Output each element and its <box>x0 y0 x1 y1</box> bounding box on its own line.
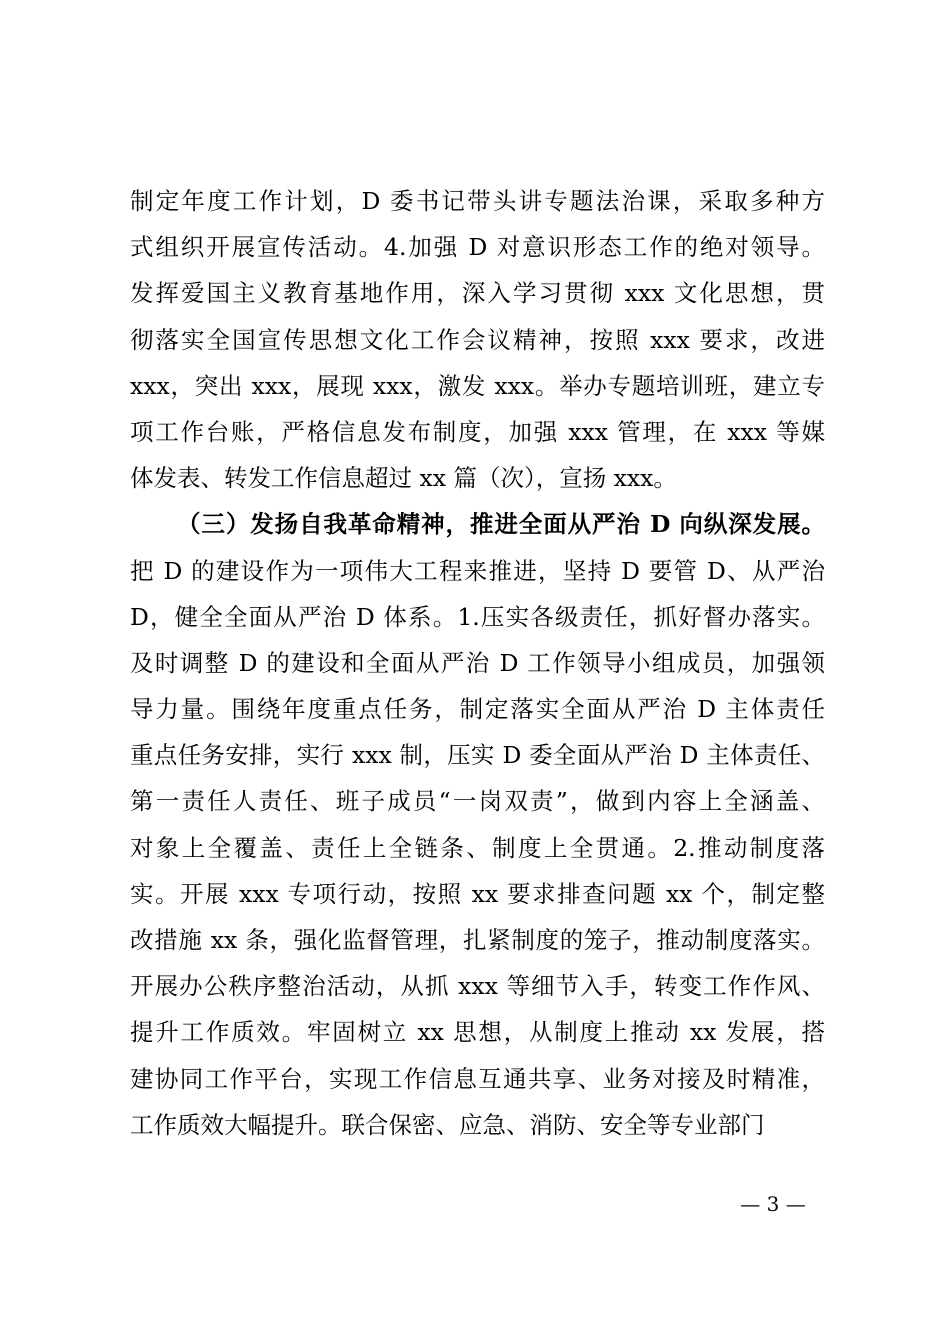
paragraph-1 <box>130 178 825 501</box>
body-text <box>130 178 825 1148</box>
text-line: 彻落实全国宣传思想文化工作会议精神，按照 xxx 要求，改进 <box>130 325 825 354</box>
text-line: 式组织开展宣传活动。4.加强 D 对意识形态工作的绝对领导。 <box>130 233 825 262</box>
text-line: xxx，突出 xxx，展现 xxx，激发 xxx。举办专题培训班，建立专 <box>130 371 825 400</box>
text-line: 开展办公秩序整治活动，从抓 xxx 等细节入手，转变工作作风、 <box>130 972 825 1001</box>
text-line: 工作质效大幅提升。联合保密、应急、消防、安全等专业部门 <box>130 1110 765 1139</box>
text-line: 改措施 xx 条，强化监督管理，扎紧制度的笼子，推动制度落实。 <box>130 926 825 954</box>
text-line: 第一责任人责任、班子成员“一岗双责”，做到内容上全涵盖、 <box>130 787 825 816</box>
text-line: 对象上全覆盖、责任上全链条、制度上全贯通。2.推动制度落 <box>130 833 825 862</box>
text-line: 导力量。围绕年度重点任务，制定落实全面从严治 D 主体责任 <box>130 695 825 724</box>
page-number: — 3 — <box>740 1192 806 1216</box>
text-line: 体发表、转发工作信息超过 xx 篇（次），宣扬 xxx。 <box>130 464 677 493</box>
text-line: 实。开展 xxx 专项行动，按照 xx 要求排查问题 xx 个，制定整 <box>130 879 825 908</box>
paragraph-2 <box>130 501 825 1148</box>
text-line: 建协同工作平台，实现工作信息互通共享、业务对接及时精准， <box>130 1064 825 1093</box>
text-line: 提升工作质效。牢固树立 xx 思想，从制度上推动 xx 发展，搭 <box>130 1018 825 1047</box>
text-line: 制定年度工作计划，D 委书记带头讲专题法治课，采取多种方 <box>130 187 825 215</box>
text-line: 发挥爱国主义教育基地作用，深入学习贯彻 xxx 文化思想，贯 <box>130 279 825 308</box>
text-line: 重点任务安排，实行 xxx 制，压实 D 委全面从严治 D 主体责任、 <box>130 741 825 770</box>
text-line: 项工作台账，严格信息发布制度，加强 xxx 管理，在 xxx 等媒 <box>130 417 825 446</box>
text-line: 及时调整 D 的建设和全面从严治 D 工作领导小组成员，加强领 <box>130 648 825 677</box>
text-line: 把 D 的建设作为一项伟大工程来推进，坚持 D 要管 D、从严治 <box>130 556 825 585</box>
section-heading: （三）发扬自我革命精神，推进全面从严治 D 向纵深发展。 <box>177 510 825 539</box>
text-line: D，健全全面从严治 D 体系。1.压实各级责任，抓好督办落实。 <box>130 602 825 631</box>
